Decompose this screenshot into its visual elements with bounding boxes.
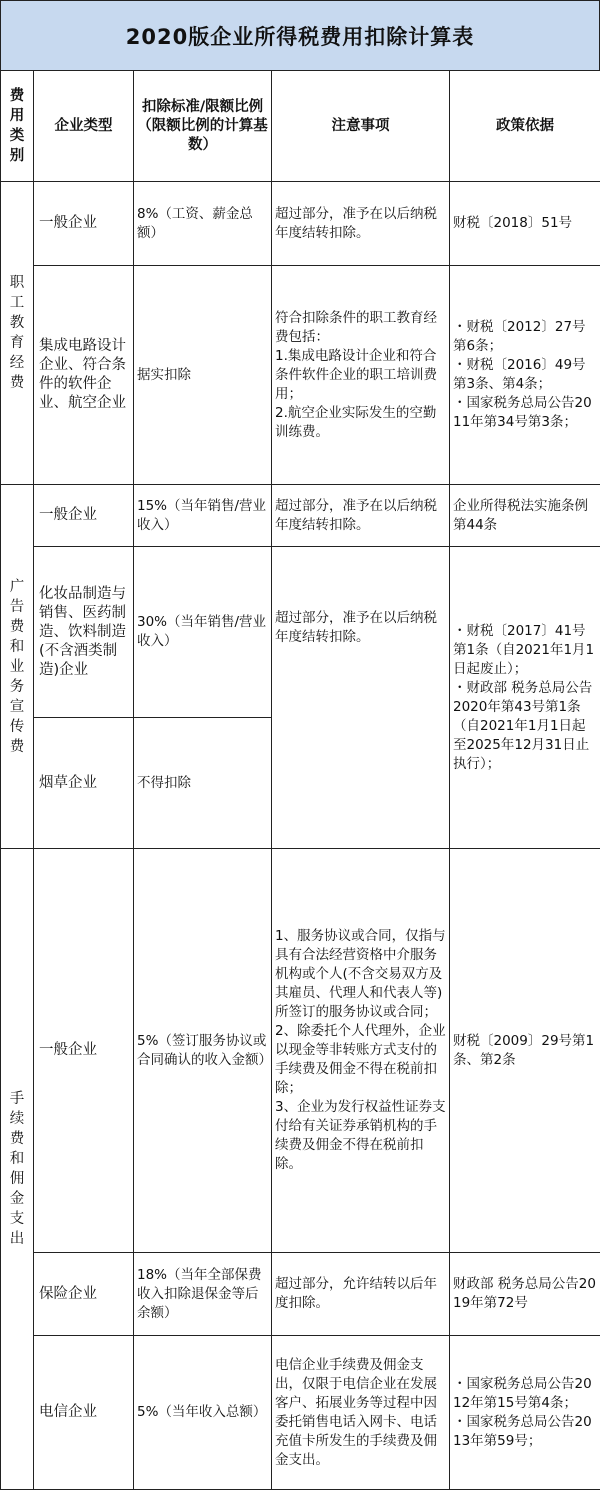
deduction-table	[0, 70, 600, 1490]
standard-cell: 30%（当年销售/营业收入）	[134, 547, 272, 718]
type-cell: 一般企业	[34, 485, 134, 547]
basis-cell: ・国家税务总局公告2012年第15号第4条； ・国家税务总局公告2013年第59号；	[450, 1336, 600, 1490]
basis-cell: 企业所得税法实施条例第44条	[450, 485, 600, 547]
notes-cell: 超过部分，准予在以后纳税年度结转扣除。	[272, 547, 450, 849]
table-row	[1, 485, 600, 547]
type-cell: 烟草企业	[34, 718, 134, 849]
table-header-row	[1, 71, 600, 182]
basis-cell: ・财税〔2012〕27号第6条； ・财税〔2016〕49号第3条、第4条； ・国家税务总局公告2011年第34号第3条；	[450, 266, 600, 485]
header-type: 企业类型	[34, 71, 134, 182]
notes-cell: 符合扣除条件的职工教育经费包括： 1.集成电路设计企业和符合条件软件企业的职工培训费用； 2.航空企业实际发生的空勤训练费。	[272, 266, 450, 485]
header-standard: 扣除标准/限额比例（限额比例的计算基数）	[134, 71, 272, 182]
table-row	[1, 266, 600, 485]
category-ads: 广告费和业务宣传费	[1, 485, 34, 849]
header-category: 费用类别	[1, 71, 34, 182]
header-basis: 政策依据	[450, 71, 600, 182]
category-edu: 职工教育经费	[1, 182, 34, 485]
table-row	[1, 1336, 600, 1490]
notes-cell: 1、服务协议或合同，仅指与具有合法经营资格中介服务机构或个人(不含交易双方及其雇员、代理人和代表人等)所签订的服务协议或合同； 2、除委托个人代理外，企业以现金等非转账方式支付的手续费及佣金不得在税前扣除； 3、企业为发行权益性证券支付给有关证券承销机构的手续费及佣金不得在税前扣除。	[272, 849, 450, 1253]
type-cell: 保险企业	[34, 1253, 134, 1336]
standard-cell: 15%（当年销售/营业收入）	[134, 485, 272, 547]
standard-cell: 18%（当年全部保费收入扣除退保金等后余额）	[134, 1253, 272, 1336]
table-row	[1, 182, 600, 266]
basis-cell: ・财税〔2017〕41号第1条（自2021年1月1日起废止）； ・财政部 税务总局公告2020年第43号第1条（自2021年1月1日起至2025年12月31日止执行）；	[450, 547, 600, 849]
notes-cell: 超过部分，允许结转以后年度扣除。	[272, 1253, 450, 1336]
standard-cell: 5%（当年收入总额）	[134, 1336, 272, 1490]
standard-cell: 不得扣除	[134, 718, 272, 849]
header-notes: 注意事项	[272, 71, 450, 182]
table-row	[1, 849, 600, 1253]
basis-cell: 财政部 税务总局公告2019年第72号	[450, 1253, 600, 1336]
standard-cell: 5%（签订服务协议或合同确认的收入金额）	[134, 849, 272, 1253]
table-row	[1, 547, 600, 718]
standard-cell: 8%（工资、薪金总额）	[134, 182, 272, 266]
basis-cell: 财税〔2009〕29号第1条、第2条	[450, 849, 600, 1253]
type-cell: 电信企业	[34, 1336, 134, 1490]
standard-cell: 据实扣除	[134, 266, 272, 485]
table-row	[1, 1253, 600, 1336]
notes-cell: 超过部分，准予在以后纳税年度结转扣除。	[272, 485, 450, 547]
notes-cell: 电信企业手续费及佣金支出，仅限于电信企业在发展客户、拓展业务等过程中因委托销售电话入网卡、电话充值卡所发生的手续费及佣金支出。	[272, 1336, 450, 1490]
type-cell: 集成电路设计企业、符合条件的软件企业、航空企业	[34, 266, 134, 485]
basis-cell: 财税〔2018〕51号	[450, 182, 600, 266]
page-title: 2020版企业所得税费用扣除计算表	[0, 0, 600, 70]
notes-cell: 超过部分，准予在以后纳税年度结转扣除。	[272, 182, 450, 266]
type-cell: 化妆品制造与销售、医药制造、饮料制造(不含酒类制造)企业	[34, 547, 134, 718]
type-cell: 一般企业	[34, 849, 134, 1253]
type-cell: 一般企业	[34, 182, 134, 266]
category-fees: 手续费和佣金支出	[1, 849, 34, 1490]
